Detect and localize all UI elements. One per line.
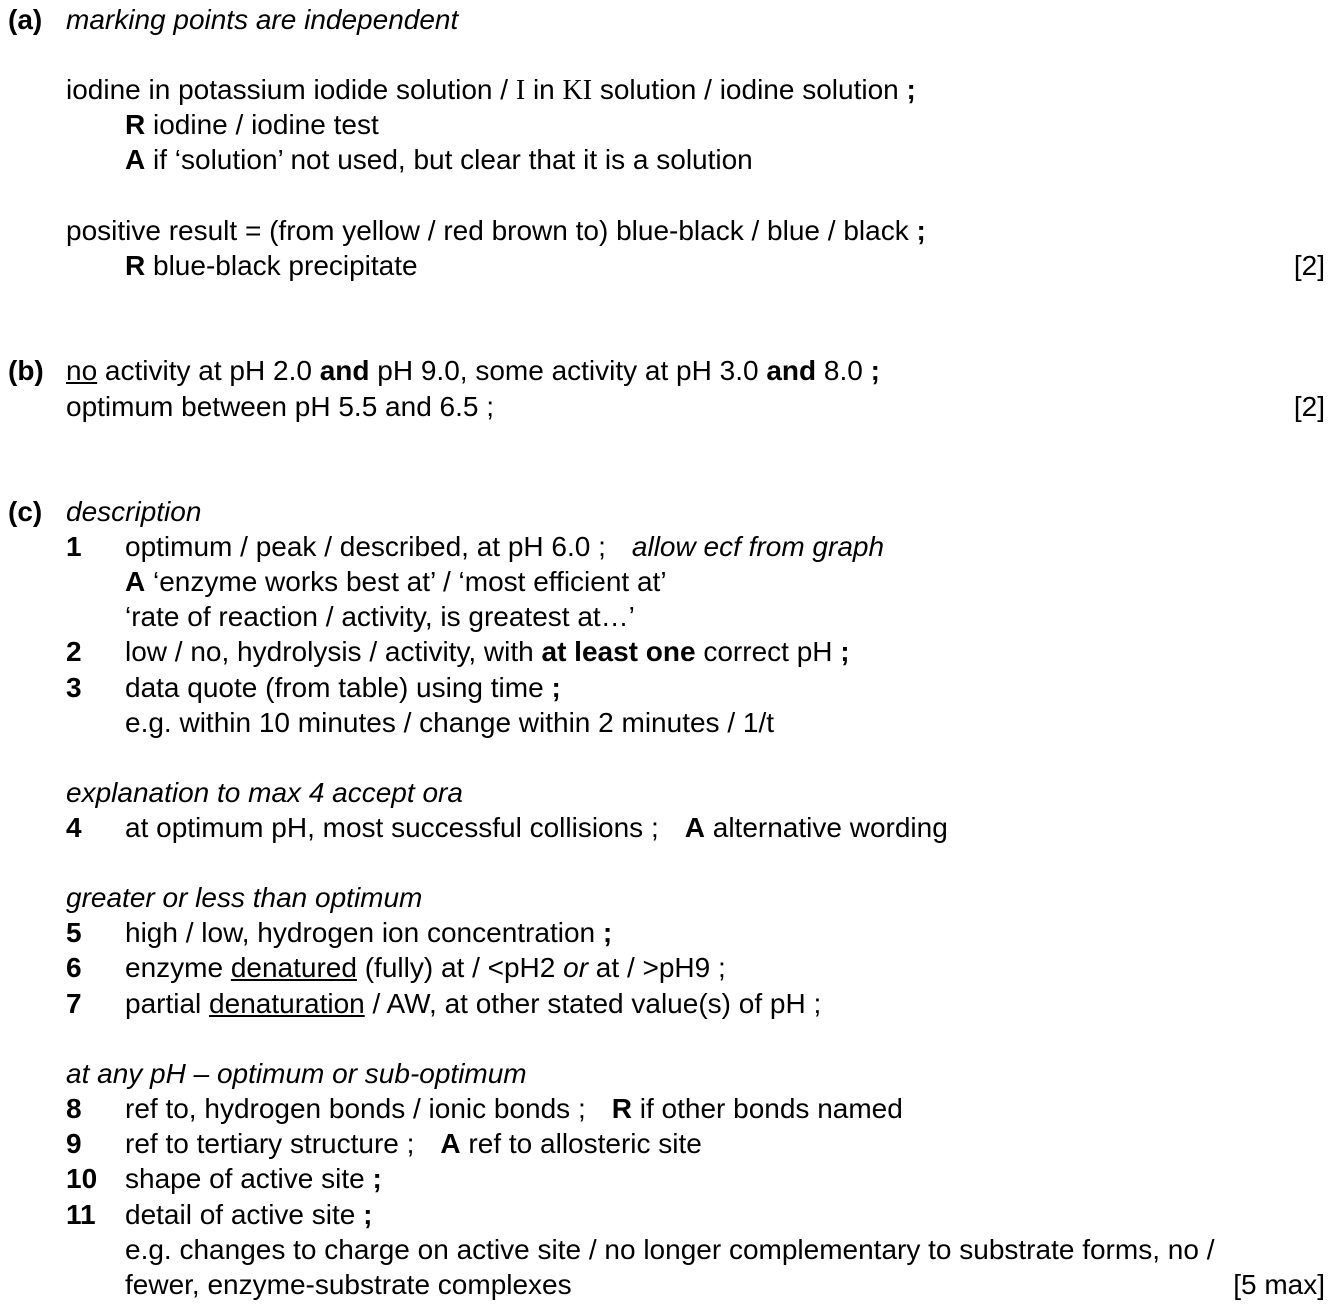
point-3-example: e.g. within 10 minutes / change within 2 minutes / 1/t [125, 707, 775, 738]
point-2-number: 2 [66, 636, 82, 667]
point-2-text: low / no, hydrolysis / activity, with at least one correct pH ; [125, 636, 850, 667]
point-5-text: high / low, hydrogen ion concentration ; [125, 917, 613, 948]
point-11-example-1: e.g. changes to charge on active site / no longer complementary to substrate forms, no / [125, 1234, 1215, 1265]
point-1-accept: A ‘enzyme works best at’ / ‘most efficient at’ [125, 566, 667, 597]
part-c-description-heading: description [66, 496, 202, 527]
greater-less-heading: greater or less than optimum [66, 882, 423, 913]
point-4-text: at optimum pH, most successful collisions ; A alternative wording [125, 812, 948, 843]
part-a-marks: [2] [1293, 250, 1325, 281]
point-11-text: detail of active site ; [125, 1199, 373, 1230]
part-c-marks: [5 max] [1233, 1269, 1325, 1300]
point-8-text: ref to, hydrogen bonds / ionic bonds ; R if other bonds named [125, 1093, 903, 1124]
part-a-intro: marking points are independent [66, 4, 459, 35]
point-3-text: data quote (from table) using time ; [125, 672, 561, 703]
point-10-text: shape of active site ; [125, 1163, 382, 1194]
point-9-number: 9 [66, 1128, 82, 1159]
any-ph-heading: at any pH – optimum or sub-optimum [66, 1058, 527, 1089]
point-10-number: 10 [66, 1163, 98, 1194]
point-11-number: 11 [66, 1199, 96, 1230]
part-b-point-1: no activity at pH 2.0 and pH 9.0, some activity at pH 3.0 and 8.0 ; [66, 355, 880, 386]
point-9-text: ref to tertiary structure ; A ref to allosteric site [125, 1128, 702, 1159]
part-c-label: (c) [8, 496, 43, 527]
part-a-reject-2: R blue-black precipitate [125, 250, 418, 281]
point-7-number: 7 [66, 988, 82, 1019]
part-a-label: (a) [8, 4, 43, 35]
point-5-number: 5 [66, 917, 82, 948]
point-4-number: 4 [66, 812, 82, 843]
part-a-point-1: iodine in potassium iodide solution / I in KI solution / iodine solution ; [66, 74, 916, 106]
point-1-number: 1 [66, 531, 82, 562]
point-7-text: partial denaturation / AW, at other stated value(s) of pH ; [125, 988, 822, 1019]
explanation-heading: explanation to max 4 accept ora [66, 777, 463, 808]
part-b-point-2: optimum between pH 5.5 and 6.5 ; [66, 391, 495, 422]
part-a-point-2: positive result = (from yellow / red brown to) blue-black / blue / black ; [66, 215, 926, 246]
part-b-marks: [2] [1293, 391, 1325, 422]
point-6-text: enzyme denatured (fully) at / <pH2 or at / >pH9 ; [125, 952, 726, 983]
point-8-number: 8 [66, 1093, 82, 1124]
part-a-reject-1: R iodine / iodine test [125, 109, 379, 140]
part-b-label: (b) [8, 355, 44, 386]
part-a-accept-1: A if ‘solution’ not used, but clear that it is a solution [125, 144, 753, 175]
point-3-number: 3 [66, 672, 82, 703]
point-1-text: optimum / peak / described, at pH 6.0 ; allow ecf from graph [125, 531, 885, 562]
point-11-example-2: fewer, enzyme-substrate complexes [125, 1269, 572, 1300]
point-1-line3: ‘rate of reaction / activity, is greatest at…’ [125, 601, 635, 632]
point-6-number: 6 [66, 952, 82, 983]
